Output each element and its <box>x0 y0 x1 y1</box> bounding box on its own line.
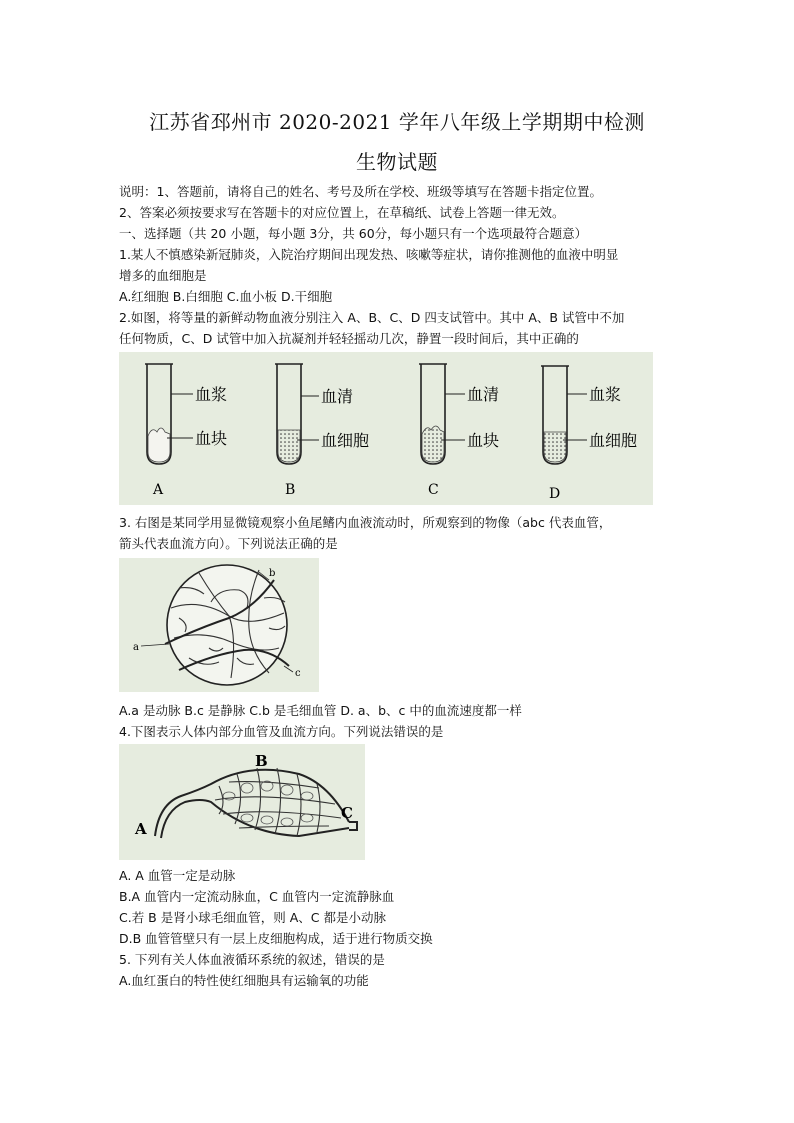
exam-title: 江苏省邳州市 2020-2021 学年八年级上学期期中检测 <box>149 110 645 134</box>
tube-a <box>145 364 227 498</box>
tube-d <box>541 366 637 502</box>
q2-stem-line-1: 2.如图，将等量的新鲜动物血液分别注入 A、B、C、D 四支试管中。其中 A、B 试管中不加 <box>119 310 625 325</box>
vessel-figure <box>119 744 365 860</box>
q5-option-a: A.血红蛋白的特性使红细胞具有运输氧的功能 <box>119 973 369 988</box>
q4-option-b: B.A 血管内一定流动脉血，C 血管内一定流静脉血 <box>119 889 395 904</box>
tube-c-top-label: 血清 <box>467 385 500 404</box>
test-tubes-figure <box>119 352 653 505</box>
tube-d-letter: D <box>549 486 561 502</box>
q4-option-c: C.若 B 是肾小球毛细血管，则 A、C 都是小动脉 <box>119 910 386 925</box>
exam-subtitle: 生物试题 <box>356 150 438 174</box>
vessel-diagram <box>119 744 365 860</box>
microscope-label-c: c <box>295 668 301 679</box>
tube-b-bottom-label: 血细胞 <box>321 431 370 450</box>
note-line-2: 2、答案必须按要求写在答题卡的对应位置上，在草稿纸、试卷上答题一律无效。 <box>119 205 565 220</box>
microscope-label-b: b <box>269 568 276 579</box>
note-line-1: 说明：1、答题前，请将自己的姓名、考号及所在学校、班级等填写在答题卡指定位置。 <box>119 184 602 199</box>
q4-option-d: D.B 血管管壁只有一层上皮细胞构成，适于进行物质交换 <box>119 931 433 946</box>
q4-option-a: A. A 血管一定是动脉 <box>119 868 236 883</box>
q3-stem-line-1: 3. 右图是某同学用显微镜观察小鱼尾鳍内血液流动时，所观察到的物像（abc 代表血管， <box>119 515 612 530</box>
test-tubes-diagram <box>119 352 653 505</box>
tube-b-letter: B <box>285 482 296 498</box>
q1-stem-line-2: 增多的血细胞是 <box>119 268 207 283</box>
tube-c-bottom-label: 血块 <box>467 431 500 450</box>
tube-a-letter: A <box>153 482 164 498</box>
tube-c <box>419 364 499 498</box>
tube-a-bottom-label: 血块 <box>195 429 228 448</box>
microscope-diagram <box>119 558 319 692</box>
vessel-label-b: B <box>255 752 268 770</box>
q5-stem: 5. 下列有关人体血液循环系统的叙述，错误的是 <box>119 952 385 967</box>
tube-d-bottom-label: 血细胞 <box>589 431 638 450</box>
tube-d-top-label: 血浆 <box>589 385 622 404</box>
q1-options: A.红细胞 B.白细胞 C.血小板 D.干细胞 <box>119 289 333 304</box>
microscope-label-a: a <box>133 642 139 653</box>
q3-options: A.a 是动脉 B.c 是静脉 C.b 是毛细血管 D. a、b、c 中的血流速度都一样 <box>119 703 522 718</box>
tube-b <box>275 364 369 498</box>
tube-b-top-label: 血清 <box>321 387 354 406</box>
tube-a-top-label: 血浆 <box>195 385 228 404</box>
tube-c-letter: C <box>428 482 439 498</box>
vessel-label-c: C <box>341 804 353 822</box>
q2-stem-line-2: 任何物质，C、D 试管中加入抗凝剂并轻轻摇动几次，静置一段时间后，其中正确的 <box>119 331 579 346</box>
q3-stem-line-2: 箭头代表血流方向）。下列说法正确的是 <box>119 536 338 551</box>
microscope-figure <box>119 558 319 692</box>
q1-stem-line-1: 1.某人不慎感染新冠肺炎，入院治疗期间出现发热、咳嗽等症状，请你推测他的血液中明显 <box>119 247 619 262</box>
section-heading: 一、选择题（共 20 小题，每小题 3分，共 60分，每小题只有一个选项最符合题意） <box>119 226 588 241</box>
vessel-label-a: A <box>135 820 147 838</box>
q4-stem: 4.下图表示人体内部分血管及血流方向。下列说法错误的是 <box>119 724 444 739</box>
